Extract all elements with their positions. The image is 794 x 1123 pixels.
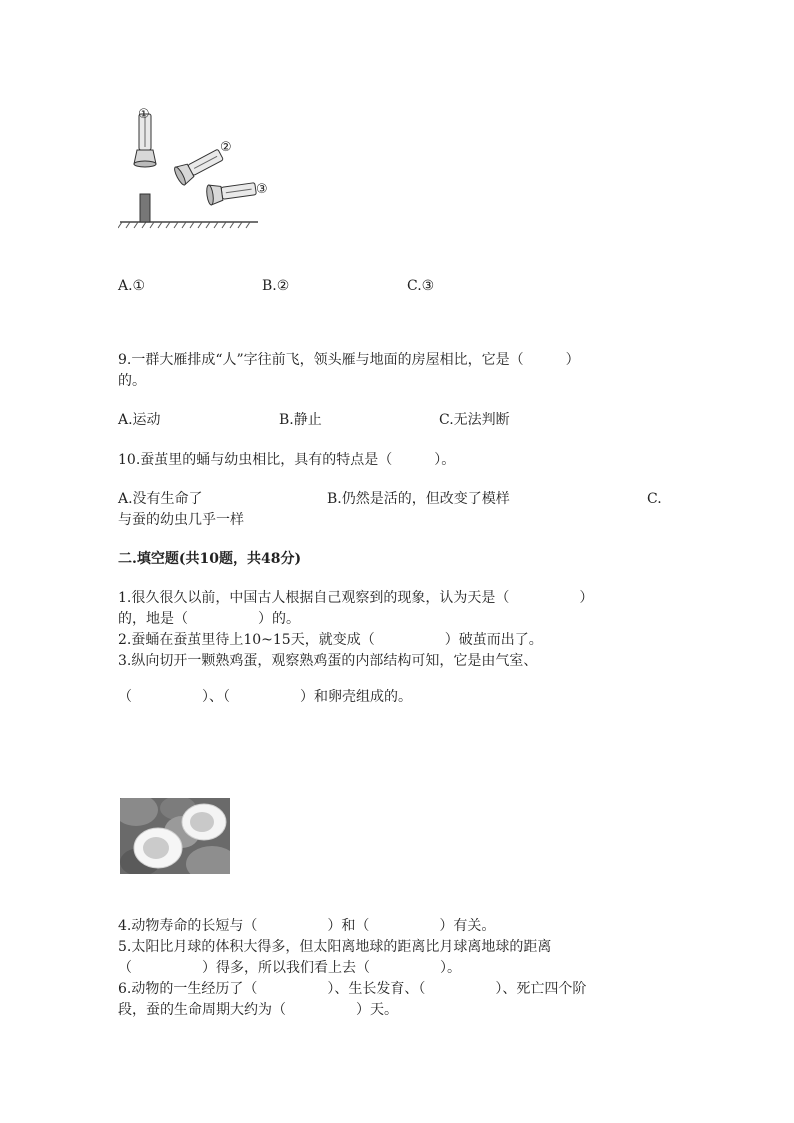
q8-option-a: A.①: [118, 278, 146, 294]
fill-q4: 4.动物寿命的长短与（ ）和（ ）有关。: [118, 918, 496, 934]
q9-option-c: C.无法判断: [439, 412, 510, 428]
q9-option-a: A.运动: [118, 412, 161, 428]
label-3: ③: [256, 182, 268, 197]
fill-q1-line-1: 1.很久很久以前，中国古人根据自己观察到的现象，认为天是（ ）: [118, 590, 594, 606]
egg-photo: [120, 798, 230, 874]
q9-option-b: B.静止: [279, 412, 322, 428]
label-2: ②: [220, 140, 232, 155]
q10-line-3: 与蚕的幼虫几乎一样: [118, 512, 244, 528]
flashlight-2: [173, 146, 226, 187]
q9-line-2: 的。: [118, 373, 146, 389]
fill-q1-line-2: 的，地是（ ）的。: [118, 611, 300, 627]
q9-line-1: 9.一群大雁排成“人”字往前飞，领头雁与地面的房屋相比，它是（ ）: [118, 352, 580, 368]
q10-option-a: A.没有生命了: [118, 491, 203, 507]
fill-q3-line-2: （ ）、（ ）和卵壳组成的。: [118, 689, 412, 705]
fill-q5-line-1: 5.太阳比月球的体积大得多，但太阳离地球的距离比月球离地球的距离: [118, 939, 552, 955]
q10-option-c: C.: [647, 491, 662, 507]
q10-option-b: B.仍然是活的，但改变了模样: [327, 491, 510, 507]
flashlight-figure: [118, 104, 278, 230]
fill-q6-line-2: 段，蚕的生命周期大约为（ ）天。: [118, 1002, 398, 1018]
flashlight-3: [206, 179, 257, 206]
section-2-title: 二.填空题(共10题，共48分): [118, 551, 302, 567]
fill-q3-line-1: 3.纵向切开一颗熟鸡蛋，观察熟鸡蛋的内部结构可知，它是由气室、: [118, 653, 538, 669]
q8-option-b: B.②: [262, 278, 290, 294]
fill-q5-line-2: （ ）得多，所以我们看上去（ ）。: [118, 960, 461, 976]
label-1: ①: [138, 107, 150, 122]
q10-line-1: 10.蚕茧里的蛹与幼虫相比，具有的特点是（ ）。: [118, 452, 456, 468]
fill-q6-line-1: 6.动物的一生经历了（ ）、生长发育、（ ）、死亡四个阶: [118, 981, 587, 997]
q8-option-c: C.③: [407, 278, 435, 294]
fill-q2: 2.蚕蛹在蚕茧里待上10~15天，就变成（ ）破茧而出了。: [118, 632, 543, 648]
